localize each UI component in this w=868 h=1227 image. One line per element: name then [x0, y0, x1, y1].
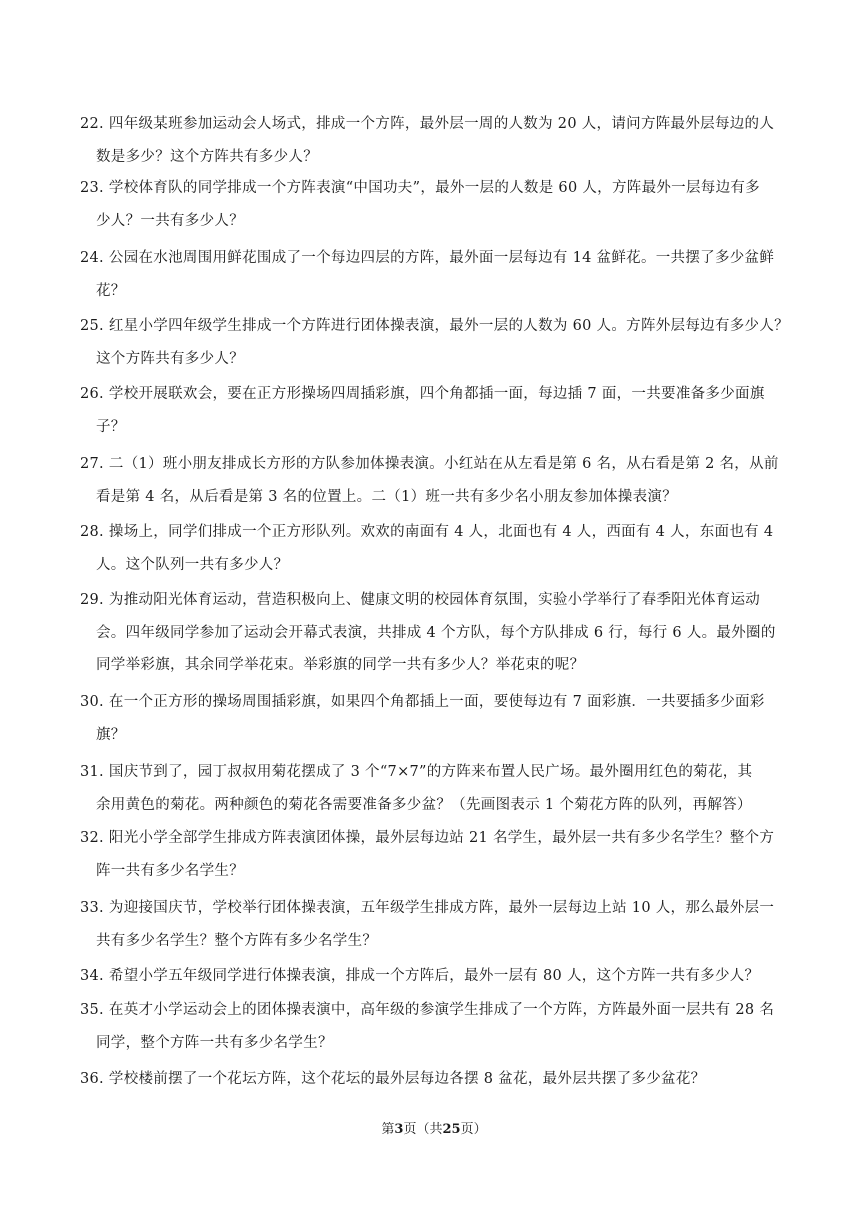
question-23 — [80, 172, 792, 237]
question-28 — [80, 516, 792, 581]
question-text-line1: 公园在水池周围用鲜花围成了一个每边四层的方阵，最外面一层每边有 14 盆鲜花。一共摆了多少盆鲜 — [108, 250, 775, 266]
footer-suffix: 页） — [460, 1122, 487, 1137]
question-text-line1: 在英才小学运动会上的团体操表演中，高年级的参演学生排成了一个方阵，方阵最外面一层共有 28 名 — [108, 1002, 775, 1018]
question-text-line1: 在一个正方形的操场周围插彩旗，如果四个角都插上一面，要使每边有 7 面彩旗．一共要插多少面彩 — [108, 694, 765, 710]
question-30 — [80, 686, 792, 751]
question-number: 35. — [80, 1002, 104, 1018]
question-text-line1: 阳光小学全部学生排成方阵表演团体操，最外层每边站 21 名学生，最外层一共有多少名学生？整个方 — [108, 830, 775, 846]
question-text-line2: 余用黄色的菊花。两种颜色的菊花各需要准备多少盆？（先画图表示 1 个菊花方阵的队列，再解答） — [96, 796, 752, 813]
question-25 — [80, 310, 792, 375]
question-number: 29. — [80, 592, 104, 608]
question-29 — [80, 584, 792, 682]
question-36 — [80, 1063, 792, 1096]
question-32 — [80, 822, 792, 887]
question-number: 24. — [80, 250, 104, 266]
question-text-line1: 四年级某班参加运动会人场式，排成一个方阵，最外层一周的人数为 20 人，请问方阵最外层每边的人 — [108, 116, 775, 132]
question-number: 36. — [80, 1071, 104, 1087]
question-22 — [80, 108, 792, 173]
question-text-line1: 学校开展联欢会，要在正方形操场四周插彩旗，四个角都插一面，每边插 7 面，一共要准备多少面旗 — [108, 386, 765, 402]
question-text-line1: 操场上，同学们排成一个正方形队列。欢欢的南面有 4 人，北面也有 4 人，西面有 4 人，东面也有 4 — [108, 524, 774, 540]
question-text-line2: 花？ — [96, 282, 126, 299]
question-number: 33. — [80, 900, 104, 916]
question-number: 31. — [80, 764, 104, 780]
question-number: 32. — [80, 830, 104, 846]
question-number: 25. — [80, 318, 104, 334]
question-text-line1: 为推动阳光体育运动，营造积极向上、健康文明的校园体育氛围，实验小学举行了春季阳光体育运动 — [108, 592, 761, 608]
question-text-line1: 学校楼前摆了一个花坛方阵，这个花坛的最外层每边各摆 8 盆花，最外层共摆了多少盆花？ — [108, 1071, 706, 1087]
question-text-line1: 为迎接国庆节，学校举行团体操表演，五年级学生排成方阵，最外一层每边上站 10 人，那么最外层一 — [108, 900, 775, 916]
question-number: 27. — [80, 456, 104, 472]
question-text-line1: 二（1）班小朋友排成长方形的方队参加体操表演。小红站在从左看是第 6 名，从右看是第 2 名，从前 — [108, 456, 779, 472]
question-text-line2: 共有多少名学生？整个方阵有多少名学生？ — [96, 932, 378, 949]
current-page-number: 3 — [394, 1122, 404, 1137]
question-text-line3: 同学举彩旗，其余同学举花束。举彩旗的同学一共有多少人？举花束的呢？ — [96, 657, 585, 673]
question-text-line2: 看是第 4 名，从后看是第 3 名的位置上。二（1）班一共有多少名小朋友参加体操表演？ — [96, 488, 678, 505]
question-34 — [80, 960, 792, 993]
question-text-line2: 人。这个队列一共有多少人？ — [96, 556, 289, 573]
question-number: 22. — [80, 116, 104, 132]
question-number: 26. — [80, 386, 104, 402]
question-text-line2: 子？ — [96, 418, 126, 435]
question-number: 34. — [80, 968, 104, 984]
question-text-line1: 国庆节到了，园丁叔叔用菊花摆成了 3 个“7×7”的方阵来布置人民广场。最外圈用红色的菊花，其 — [108, 764, 753, 780]
question-text-line2: 同学，整个方阵一共有多少名学生？ — [96, 1034, 333, 1051]
question-24 — [80, 242, 792, 307]
question-text-line2: 数是多少？这个方阵共有多少人？ — [96, 148, 318, 165]
question-31 — [80, 756, 792, 821]
question-number: 30. — [80, 694, 104, 710]
page-footer — [0, 1118, 868, 1137]
question-27 — [80, 448, 792, 513]
question-number: 23. — [80, 180, 104, 196]
question-35 — [80, 994, 792, 1059]
footer-prefix: 第 — [381, 1122, 395, 1137]
total-page-count: 25 — [442, 1122, 461, 1137]
question-26 — [80, 378, 792, 443]
footer-middle: 页（共 — [403, 1122, 443, 1137]
question-33 — [80, 892, 792, 957]
question-text-line1: 红星小学四年级学生排成一个方阵进行团体操表演，最外一层的人数为 60 人。方阵外层每边有多少人？ — [108, 318, 789, 334]
question-text-line1: 学校体育队的同学排成一个方阵表演“中国功夫”，最外一层的人数是 60 人，方阵最外一层每边有多 — [108, 180, 760, 196]
question-text-line2: 这个方阵共有多少人？ — [96, 350, 244, 367]
question-text-line2: 少人？一共有多少人？ — [96, 212, 244, 229]
question-text-line2: 旗？ — [96, 726, 126, 743]
question-number: 28. — [80, 524, 104, 540]
question-text-line1: 希望小学五年级同学进行体操表演，排成一个方阵后，最外一层有 80 人，这个方阵一共有多少人？ — [108, 968, 760, 984]
question-text-line2: 会。四年级同学参加了运动会开幕式表演，共排成 4 个方队，每个方队排成 6 行，每行 6 人。最外圈的 — [96, 624, 776, 641]
question-text-line2: 阵一共有多少名学生？ — [96, 862, 244, 879]
